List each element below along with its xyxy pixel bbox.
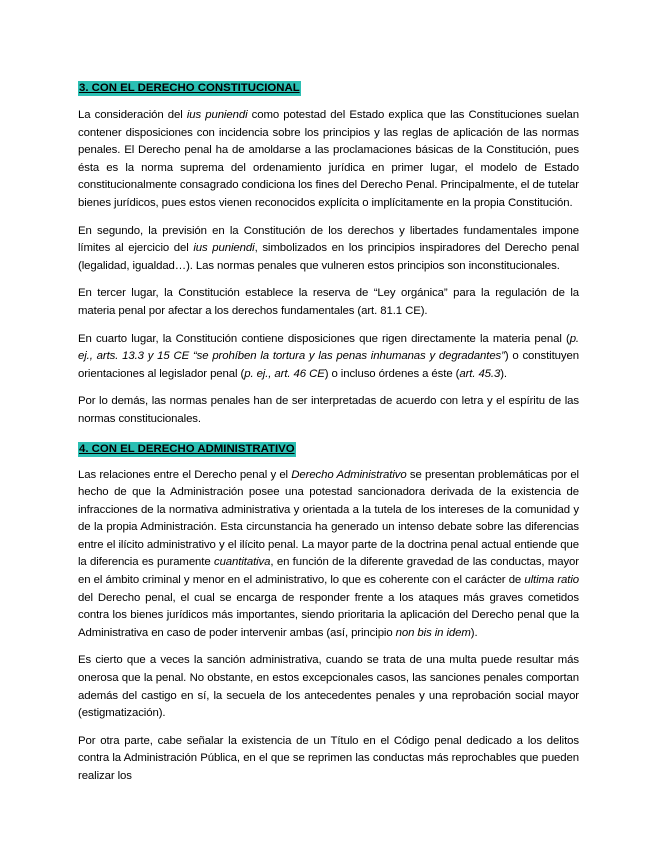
text-run: La consideración del [78,109,187,121]
text-run: En segundo, la previsión en la Constitución de los derechos y libertades fundamentales impone límites al ejercicio del [78,224,579,255]
italic-term: non bis in idem [395,626,471,639]
paragraph-sancion-administrativa: Es cierto que a veces la sanción administrativa, cuando se trata de una multa puede resultar más onerosa que la penal. No obstante, en estos excepcionales casos, las sanciones penales comportan además del castigo en sí, la secuela de los antecedentes penales y una reprobación social mayor (estigmatización). [78,654,579,720]
text-run: del Derecho penal, el cual se encarga de responder frente a los ataques más graves cometidos contra los bienes jurídicos más importantes, siendo prioritaria la aplicación del Derecho penal que la Administrativa en caso de poder intervenir ambas (así, principio [78,591,579,639]
paragraph-derechos-fundamentales [78,223,579,276]
paragraph-ius-puniendi-constitucion [78,107,579,213]
text-run: Las relaciones entre el Derecho penal y el [78,468,292,481]
text-run: , en función de la diferente gravedad de las conductas, mayor en el ámbito criminal y menor en el administrativo, lo que es coherente con el carácter de [78,556,579,587]
paragraph-disposiciones-materia-penal [78,331,579,384]
italic-term: ius puniendi [186,109,248,121]
text-run: ). [470,626,478,639]
italic-term: ius puniendi [193,242,255,255]
italic-term: cuantitativa [213,556,271,569]
italic-term: p. ej., art. 46 CE [244,367,325,380]
section-heading-constitucional: 3. CON EL DERECHO CONSTITUCIONAL [79,82,300,94]
text-run: En cuarto lugar, la Constitución contiene disposiciones que rigen directamente la materia penal ( [78,332,570,345]
italic-term: art. 45.3 [459,367,501,380]
paragraph-ley-organica: En tercer lugar, la Constitución establece la reserva de “Ley orgánica” para la regulación de la materia penal por afectar a los derechos fundamentales (art. 81.1 CE). [78,287,579,317]
text-run: se presentan problemáticas por el hecho de que la Administración posee una potestad sancionadora derivada de la existencia de infracciones de la normativa administrativa y orientada a la tutela de los intereses de la comunidad y de la propia Administración. Esta circunstancia ha generado un intenso debate sobre las diferencias entre el ilícito administrativo y el ilícito penal. La mayor parte de la doctrina penal actual entiende que la diferencia es puramente [78,468,579,569]
italic-term: Derecho Administrativo [291,468,407,481]
text-run: , simbolizados en los principios inspiradores del Derecho penal (legalidad, igualdad…). Las normas penales que vulneren estos principios son inconstitucionales. [78,242,579,272]
italic-term: p. ej., arts. 13.3 y 15 CE “se prohíben la tortura y las penas inhumanas y degradantes” [78,332,579,363]
italic-term: ultima ratio [524,574,579,587]
text-run: como potestad del Estado explica que las Constituciones suelan contener disposiciones con incidencia sobre los principios y las reglas de aplicación de las normas penales. El Derecho penal ha de amoldarse a las proclamaciones básicas de la Constitución, pues ésta es la norma suprema del ordenamiento jurídica en primer lugar, el modelo de Estado constitucionalmente consagrado condiciona los fines del Derecho Penal. Principalmente, el de tutelar bienes jurídicos, pues estos vienen reconocidos explícita o implícitamente en la propia Constitución. [78,109,579,209]
text-run: ) o constituyen orientaciones al legislador penal ( [78,350,579,380]
text-run: ) o incluso órdenes a éste ( [324,367,460,380]
paragraph-titulo-codigo-penal: Por otra parte, cabe señalar la existencia de un Título en el Código penal dedicado a los delitos contra la Administración Pública, en el que se reprimen las conductas más reprochables que pueden realizar los [78,734,579,782]
text-run: ). [500,367,507,380]
paragraph-relaciones-administrativo [78,467,579,643]
section-heading-administrativo: 4. CON EL DERECHO ADMINISTRATIVO [79,442,295,455]
paragraph-interpretacion: Por lo demás, las normas penales han de ser interpretadas de acuerdo con letra y el espíritu de las normas constitucionales. [78,395,579,425]
